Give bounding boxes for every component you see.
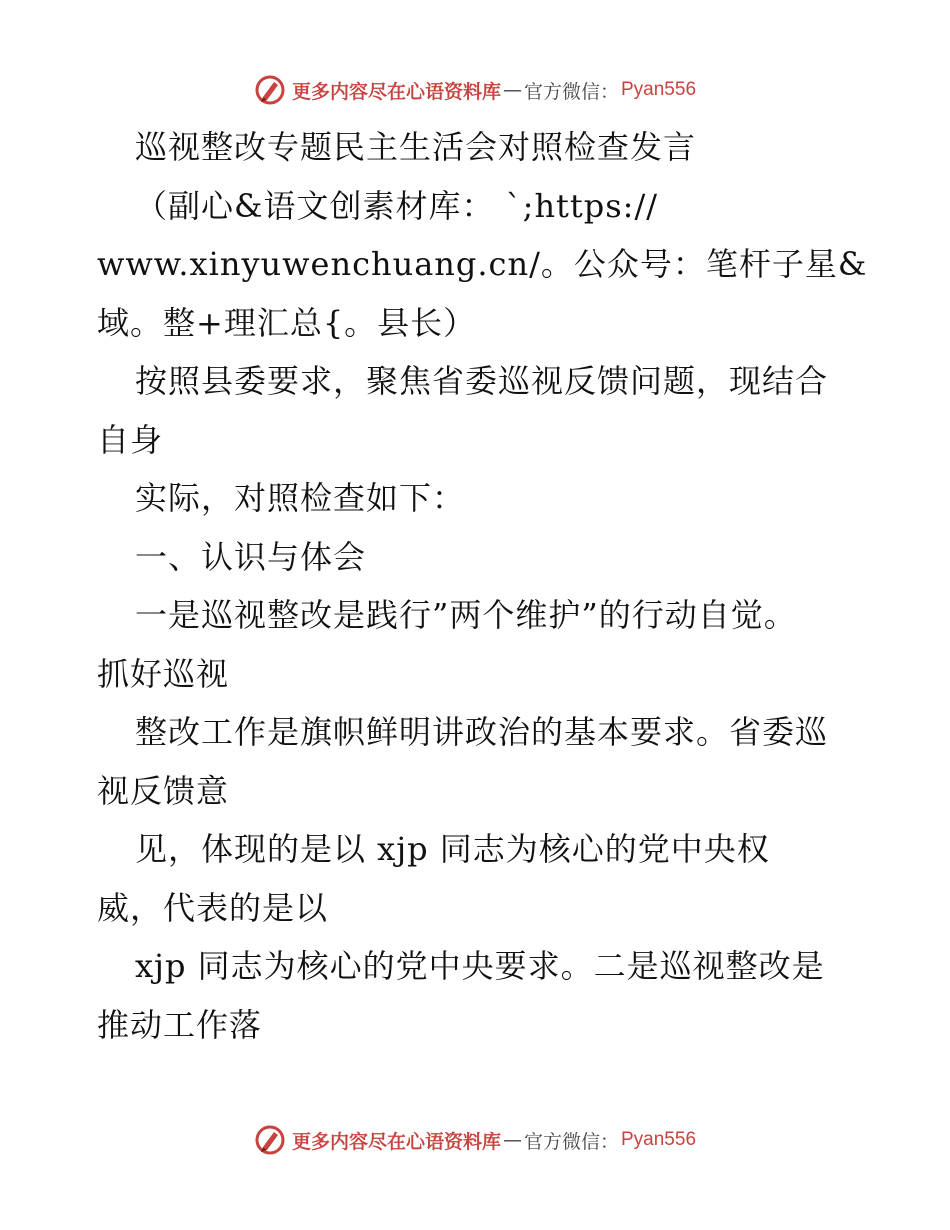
text-line: 威，代表的是以 (97, 889, 329, 927)
text-line: 实际，对照检查如下： (135, 479, 466, 517)
section-heading: 一、认识与体会 (135, 538, 367, 576)
header-banner (0, 70, 950, 110)
banner-text: 更多内容尽在心语资料库 (291, 1130, 501, 1153)
text-line: 视反馈意 (97, 772, 230, 810)
banner-wechat-label: 官方微信： (523, 1130, 619, 1153)
banner-separator: — (502, 1129, 522, 1151)
text-line: xjp 同志为核心的党中央要求。二是巡视整改是 (135, 947, 825, 985)
text-line: 抓好巡视 (97, 655, 230, 693)
pen-logo-icon (254, 74, 286, 106)
banner-text: 更多内容尽在心语资料库 (291, 80, 501, 103)
text-line: 整改工作是旗帜鲜明讲政治的基本要求。省委巡 (135, 713, 829, 751)
text-line: （副心&语文创素材库： `;https:// (135, 187, 659, 225)
footer-banner (0, 1120, 950, 1160)
document-title: 巡视整改专题民主生活会对照检查发言 (135, 128, 697, 166)
banner-wechat-label: 官方微信： (523, 80, 619, 103)
text-line: 推动工作落 (97, 1006, 263, 1044)
text-line: 域。整+理汇总{。县长） (97, 304, 477, 342)
text-line: www.xinyuwenchuang.cn/。公众号：笔杆子星& (97, 245, 868, 283)
banner-separator: — (502, 79, 522, 101)
text-line: 一是巡视整改是践行”两个维护”的行动自觉。 (135, 596, 797, 634)
banner-wechat-id: Pyan556 (621, 79, 697, 100)
text-line: 见，体现的是以 xjp 同志为核心的党中央权 (135, 830, 770, 868)
pen-logo-icon (254, 1124, 286, 1156)
banner-wechat-id: Pyan556 (621, 1129, 697, 1150)
text-line: 按照县委要求，聚焦省委巡视反馈问题，现结合 (135, 362, 829, 400)
text-line: 自身 (97, 421, 164, 459)
